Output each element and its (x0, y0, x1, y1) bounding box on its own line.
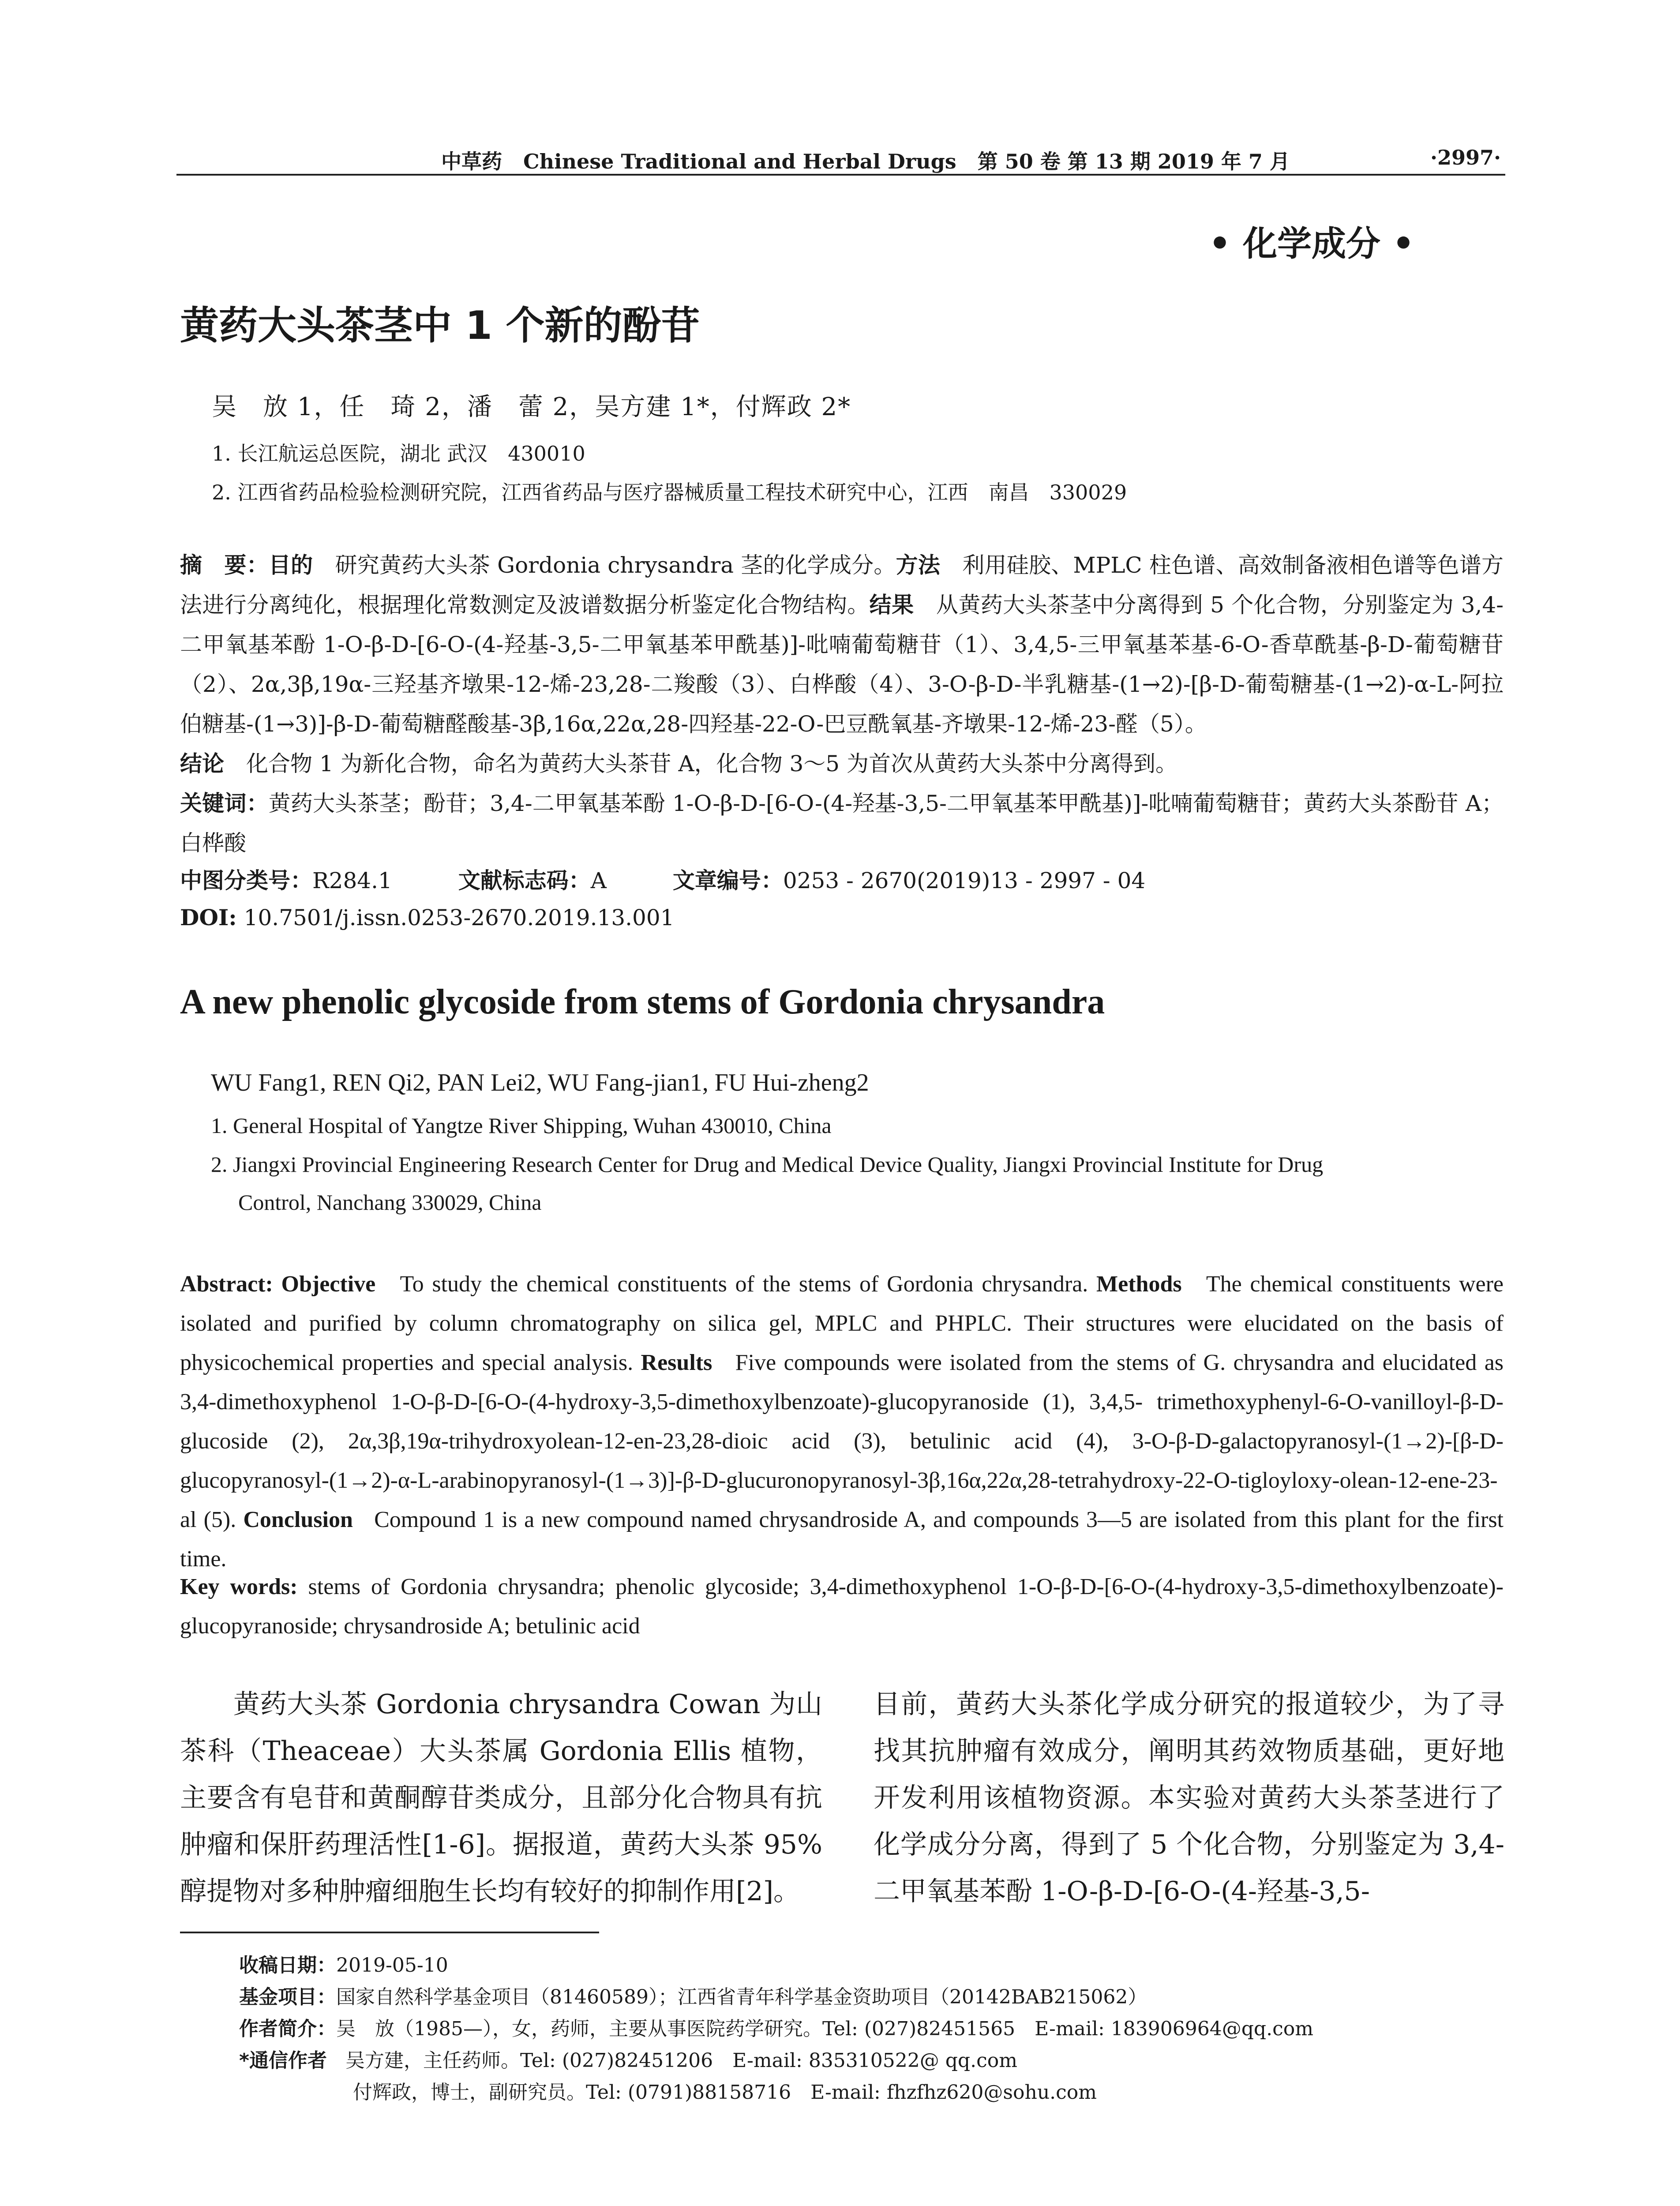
running-header (176, 140, 1505, 174)
objective-text: 研究黄药大头茶 Gordonia chrysandra 茎的化学成分。 (335, 552, 896, 578)
article-title-en: A new phenolic glycoside from stems of Gordonia chrysandra (180, 983, 1105, 1021)
article-id-value: 0253 - 2670(2019)13 - 2997 - 04 (783, 868, 1146, 893)
footnote-corresponding (239, 2045, 1017, 2073)
corr-label: *通信作者 (239, 2049, 327, 2072)
journal-name-cn: 中草药 (441, 150, 502, 173)
keywords-label: 关键词： (180, 791, 269, 816)
journal-name-en: Chinese Traditional and Herbal Drugs (523, 150, 956, 173)
footnote-rule (180, 1932, 599, 1933)
body-right-text: 目前，黄药大头茶化学成分研究的报道较少，为了寻找其抗肿瘤有效成分，阐明其药效物质基础，更好地开发利用该植物资源。本实验对黄药大头茶茎进行了化学成分分离，得到了 5 个化合物，分别鉴定为 3,4-二甲氧基苯酚 1-O-β-D-[6-O-(4-羟基-3,5- (874, 1689, 1504, 1907)
authors-en: WU Fang1, REN Qi2, PAN Lei2, WU Fang-jian1, FU Hui-zheng2 (211, 1069, 869, 1096)
conclusion-en-label: Conclusion (243, 1507, 353, 1532)
results-text: 从黄药大头茶茎中分离得到 5 个化合物，分别鉴定为 3,4-二甲氧基苯酚 1-O-β-D-[6-O-(4-羟基-3,5-二甲氧基苯甲酰基)]-吡喃葡萄糖苷（1）、3,4,5-三甲氧基苯基-6-O-香草酰基-β-D-葡萄糖苷（2）、2α,3β,19α-三羟基齐墩果-12-烯-23,28-二羧酸（3）、白桦酸（4）、3-O-β-D-半乳糖基-(1→2)-[β-D-葡萄糖基-(1→2)-α-L-阿拉伯糖基-(1→3)]-β-D-葡萄糖醛酸基-3β,16α,22α,28-四羟基-22-O-巴豆酰氧基-齐墩果-12-烯-23-醛（5）。 (180, 592, 1504, 737)
bio-text: 吴 放（1985—），女，药师，主要从事医院药学研究。Tel: (027)82451565 E-mail: 183906964@qq.com (336, 2018, 1313, 2040)
conclusion-en-text: Compound 1 is a new compound named chrysandroside A, and compounds 3—5 are isolated from this plant for the first time. (180, 1507, 1504, 1572)
doi-label: DOI: (180, 904, 237, 930)
classification-line (180, 863, 1145, 895)
keywords-text: 黄药大头茶茎；酚苷；3,4-二甲氧基苯酚 1-O-β-D-[6-O-(4-羟基-3,5-二甲氧基苯甲酰基)]-吡喃葡萄糖苷；黄药大头茶酚苷 A；白桦酸 (180, 791, 1504, 856)
header-rule (176, 174, 1505, 176)
doi-value[interactable]: 10.7501/j.issn.0253-2670.2019.13.001 (244, 905, 675, 930)
footnote-fund (239, 1981, 1147, 2009)
doc-code-label: 文献标志码： (458, 868, 591, 893)
footnote-corresponding-2: 付辉政，博士，副研究员。Tel: (0791)88158716 E-mail: fhzfhz620@sohu.com (353, 2081, 1097, 2104)
received-label: 收稿日期： (239, 1954, 336, 1977)
authors-cn: 吴 放 1，任 琦 2，潘 蕾 2，吴方建 1*，付辉政 2* (212, 393, 851, 421)
results-label: 结果 (869, 592, 914, 618)
article-id-label: 文章编号： (672, 868, 783, 893)
conclusion-label: 结论 (180, 751, 224, 777)
methods-en-label: Methods (1096, 1272, 1182, 1297)
abstract-en-label: Abstract: Objective (180, 1272, 376, 1297)
page-number: ·2997· (1430, 146, 1501, 169)
corr-text-1: 吴方建，主任药师。Tel: (027)82451206 E-mail: 835310522@ qq.com (345, 2049, 1017, 2072)
clc-label: 中图分类号： (180, 868, 312, 893)
doc-code-value: A (590, 868, 607, 893)
keywords-en (180, 1567, 1504, 1646)
abstract-cn (180, 545, 1504, 784)
objective-en-text: To study the chemical constituents of the stems of Gordonia chrysandra. (400, 1272, 1088, 1297)
body-left-text: 黄药大头茶 Gordonia chrysandra Cowan 为山茶科（Theaceae）大头茶属 Gordonia Ellis 植物，主要含有皂苷和黄酮醇苷类成分，且部分化合物具有抗肿瘤和保肝药理活性[1-6]。据报道，黄药大头茶 95%醇提物对多种肿瘤细胞生长均有较好的抑制作用[2]。 (180, 1689, 822, 1907)
received-date: 2019-05-10 (336, 1954, 448, 1977)
results-en-text: Five compounds were isolated from the stems of G. chrysandra and elucidated as 3,4-dimethoxyphenol 1-O-β-D-[6-O-(4-hydroxy-3,5-dimethoxylbenzoate)-glucopyranoside (1), 3,4,5- trimethoxyphenyl-6-O-vanilloyl-β-D-glucoside (2), 2α,3β,19α-trihydroxyolean-12-en-23,28-dioic acid (3), betulinic acid (4), 3-O-β-D-galactopyranosyl-(1→2)-[β-D-glucopyranosyl-(1→2)-α-L-arabinopyranosyl-(1→3)]-β-D-glucuronopyranosyl-3β,16α,22α,28-tetrahydroxy-22-O-tigloyloxy-olean-12-ene-23-al (5). (180, 1350, 1504, 1532)
footnote-received (239, 1949, 448, 1977)
journal-line (441, 146, 1290, 175)
methods-label: 方法 (896, 552, 941, 578)
doi-line (180, 904, 674, 930)
fund-label: 基金项目： (239, 1986, 336, 2008)
abstract-en (180, 1264, 1504, 1579)
footnote-author-bio (239, 2013, 1313, 2041)
body-column-left (180, 1681, 822, 1915)
affiliation-en-2: 2. Jiangxi Provincial Engineering Research Center for Drug and Medical Device Quality, Jiangxi Provincial Institute for Drug (211, 1152, 1324, 1177)
bio-label: 作者简介： (239, 2018, 336, 2040)
section-heading: • 化学成分 • (1209, 224, 1415, 264)
article-title-cn: 黄药大头茶茎中 1 个新的酚苷 (180, 303, 700, 348)
fund-text: 国家自然科学基金项目（81460589）；江西省青年科学基金资助项目（20142BAB215062） (336, 1986, 1148, 2008)
keywords-en-label: Key words: (180, 1574, 298, 1599)
objective-label: 目的 (268, 552, 313, 578)
affiliation-en-2-cont: Control, Nanchang 330029, China (238, 1190, 542, 1215)
conclusion-text: 化合物 1 为新化合物，命名为黄药大头茶苷 A，化合物 3～5 为首次从黄药大头茶中分离得到。 (246, 751, 1178, 777)
keywords-cn (180, 784, 1504, 863)
results-en-label: Results (641, 1350, 712, 1375)
affiliation-en-1: 1. General Hospital of Yangtze River Shipping, Wuhan 430010, China (211, 1113, 832, 1138)
clc-value: R284.1 (312, 868, 392, 893)
methods-en-text: The chemical constituents were isolated and purified by column chromatography on silica gel, MPLC and PHPLC. Their structures were elucidated on the basis of physicochemical properties and special analysis. (180, 1272, 1504, 1375)
affiliation-cn-1: 1. 长江航运总医院，湖北 武汉 430010 (212, 442, 585, 465)
journal-issue: 第 50 卷 第 13 期 2019 年 7 月 (977, 150, 1290, 173)
keywords-en-text: stems of Gordonia chrysandra; phenolic glycoside; 3,4-dimethoxyphenol 1-O-β-D-[6-O-(4-hydroxy-3,5-dimethoxylbenzoate)-glucopyranoside; chrysandroside A; betulinic acid (180, 1574, 1504, 1639)
affiliation-cn-2: 2. 江西省药品检验检测研究院，江西省药品与医疗器械质量工程技术研究中心，江西 南昌 330029 (212, 480, 1127, 504)
methods-text: 利用硅胶、MPLC 柱色谱、高效制备液相色谱等色谱方法进行分离纯化，根据理化常数测定及波谱数据分析鉴定化合物结构。 (180, 552, 1504, 618)
abstract-label: 摘 要： (180, 552, 269, 578)
body-column-right (874, 1681, 1504, 1915)
